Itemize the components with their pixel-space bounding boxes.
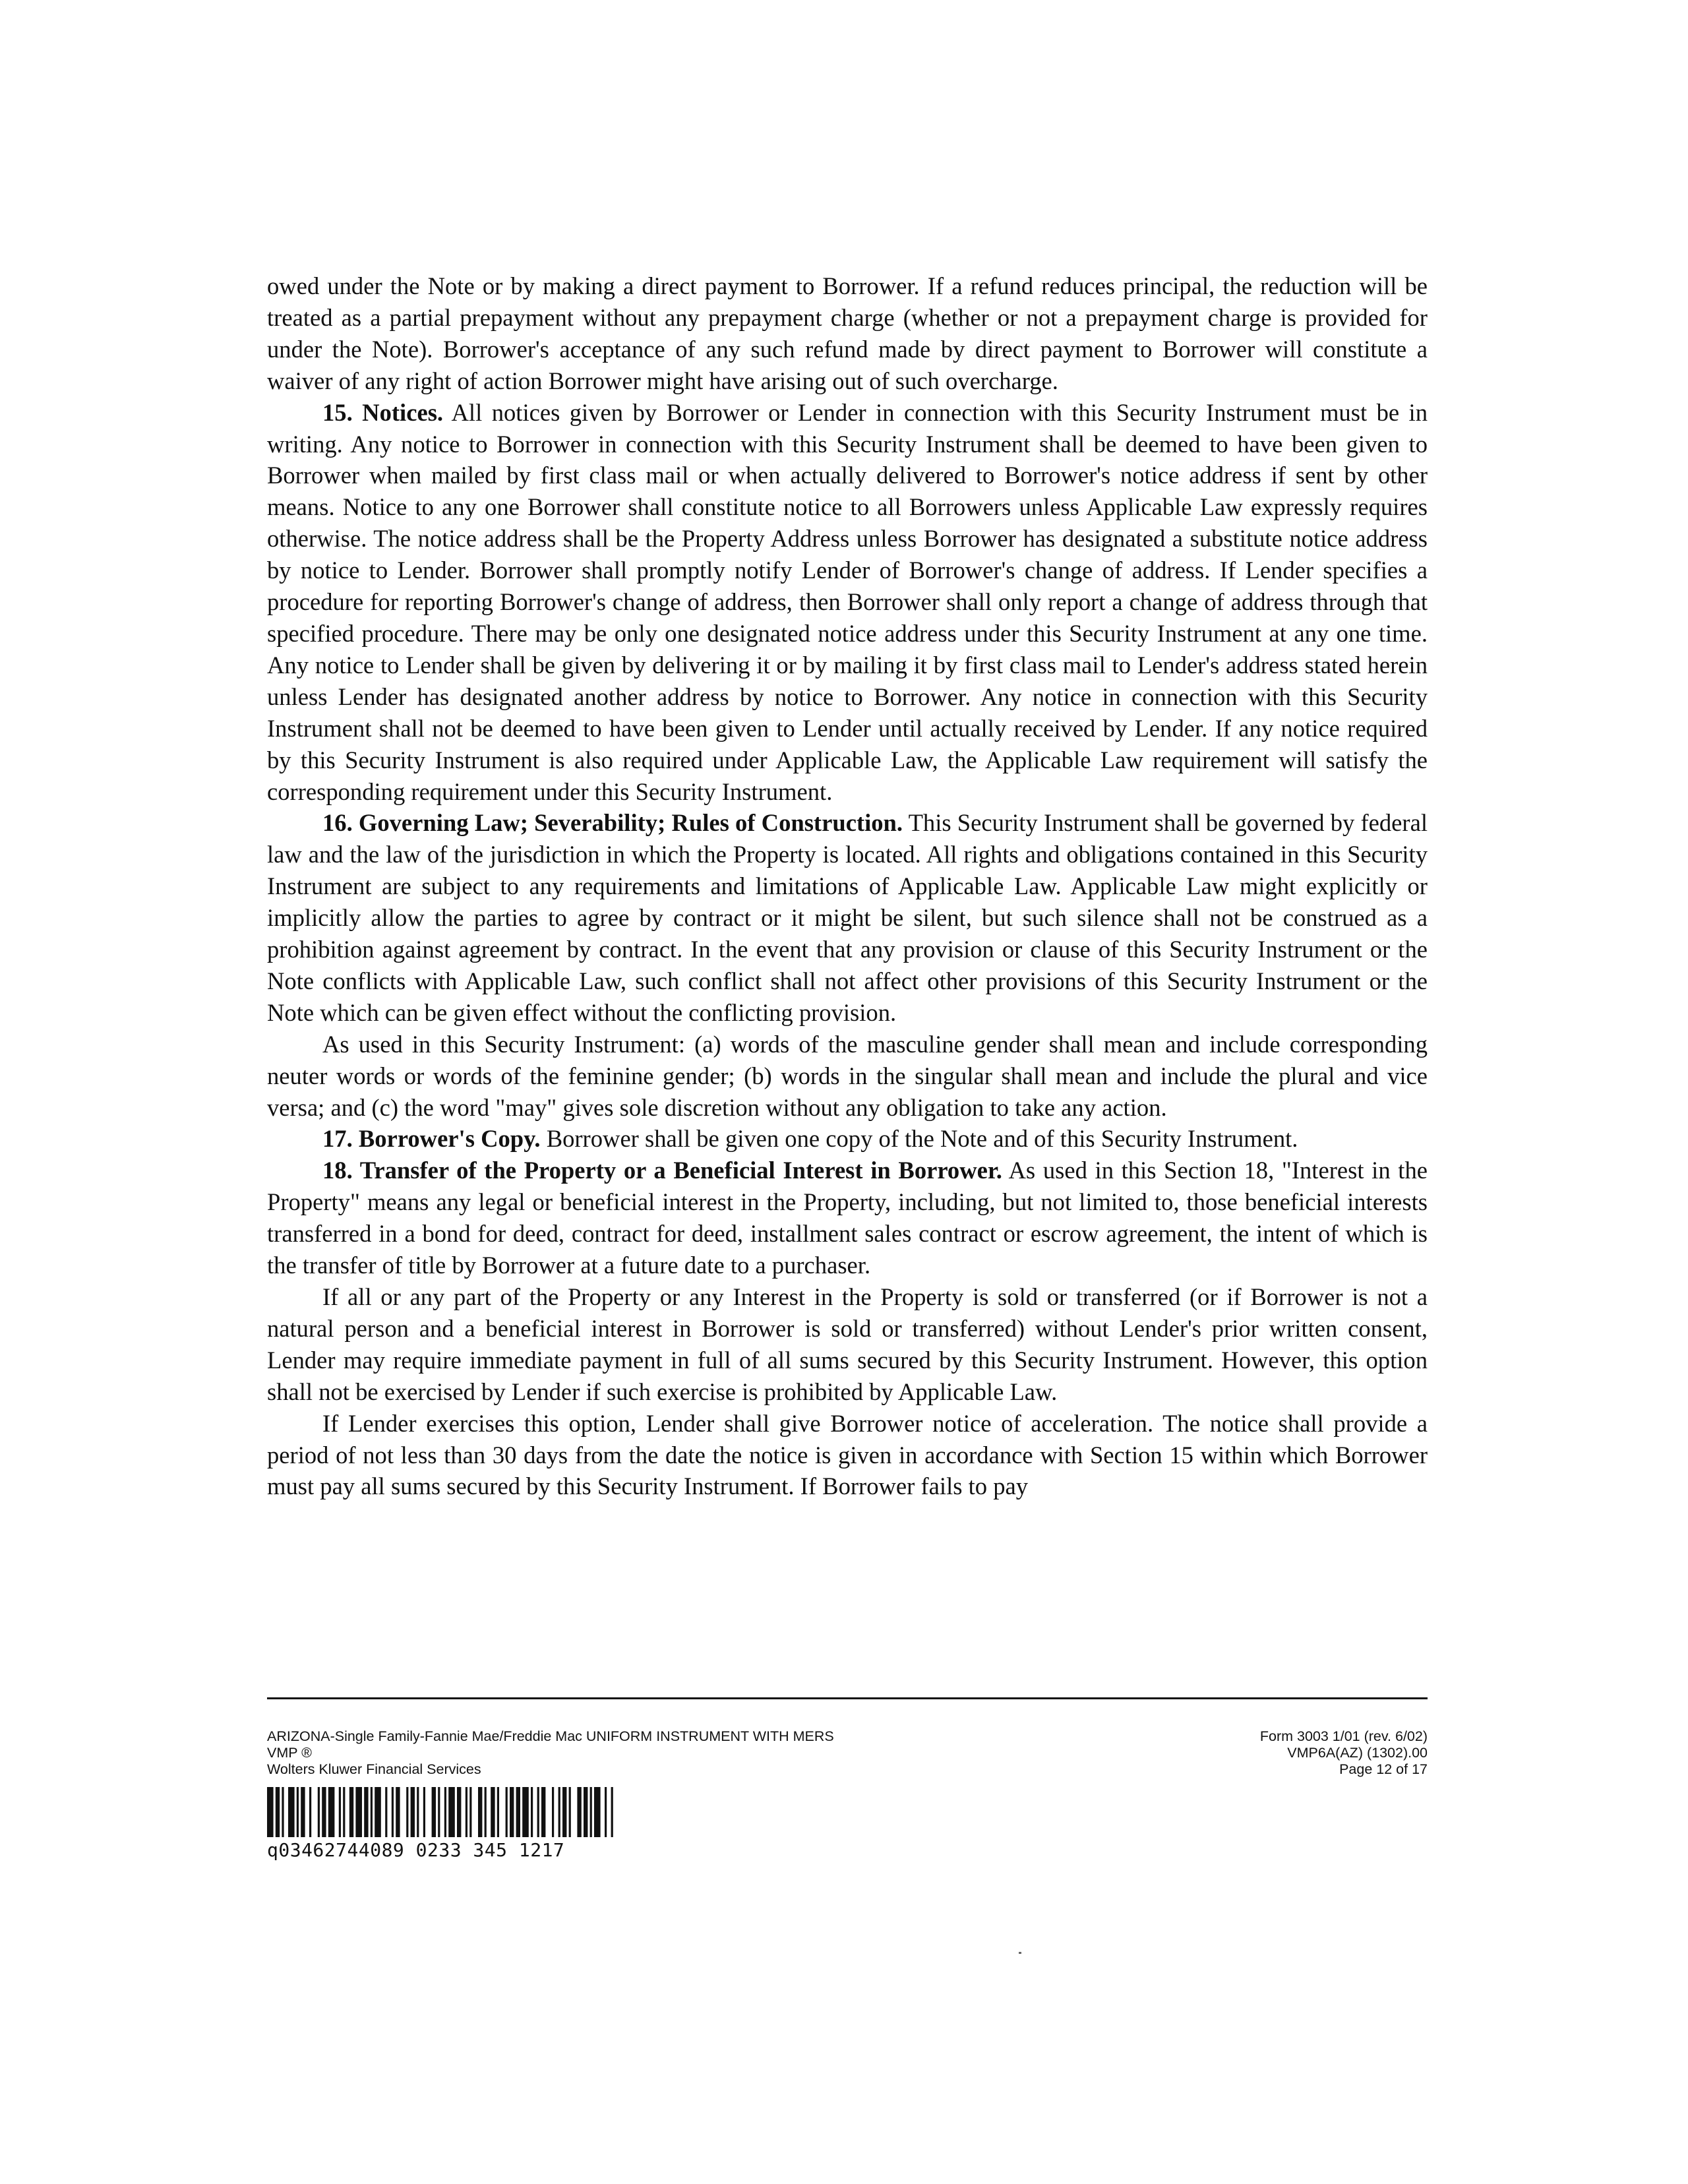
footer-vmp-mark: VMP ® <box>267 1745 313 1761</box>
footer-instrument-title: ARIZONA-Single Family-Fannie Mae/Freddie Mac UNIFORM INSTRUMENT WITH MERS <box>267 1728 834 1744</box>
footer-form-info <box>267 1728 1058 1778</box>
section-18-heading: 18. Transfer of the Property or a Beneficial Interest in Borrower. <box>322 1157 1002 1184</box>
barcode-number: q03462744089 0233 345 1217 <box>267 1839 565 1861</box>
section-18-text: As used in this Section 18, "Interest in the Property" means any legal or beneficial interest in the Property, including, but not limited to, those beneficial interests transferred in a bond for deed, contract for deed, installment sales contract or escrow agreement, the intent of which is the transfer of title by Borrower at a future date to a purchaser. <box>267 1157 1428 1279</box>
barcode-icon <box>267 1787 715 1837</box>
section-15-notices <box>267 397 1428 808</box>
section-16-construction-paragraph: As used in this Security Instrument: (a) words of the masculine gender shall mean and include corresponding neuter words or words of the feminine gender; (b) words in the singular shall mean and include the plural and vice versa; and (c) the word "may" gives sole discretion without any obligation to take any action. <box>267 1030 1428 1121</box>
footer-form-id: Form 3003 1/01 (rev. 6/02) <box>1259 1728 1428 1744</box>
section-16-heading: 16. Governing Law; Severability; Rules of Construction. <box>322 809 903 837</box>
footer-page-number: Page 12 of 17 <box>1339 1761 1428 1777</box>
footer-divider <box>267 1697 1428 1699</box>
section-17-text: Borrower shall be given one copy of the Note and of this Security Instrument. <box>540 1125 1298 1153</box>
section-15-text: All notices given by Borrower or Lender in connection with this Security Instrument must be in writing. Any notice to Borrower in connection with this Security Instrument shall be deemed to have been given to Borrower when mailed by first class mail or when actually delivered to Borrower's notice address if sent by other means. Notice to any one Borrower shall constitute notice to all Borrowers unless Applicable Law expressly requires otherwise. The notice address shall be the Property Address unless Borrower has designated a substitute notice address by notice to Lender. Borrower shall promptly notify Lender of Borrower's change of address. If Lender specifies a procedure for reporting Borrower's change of address, then Borrower shall only report a change of address through that specified procedure. There may be only one designated notice address under this Security Instrument at any one time. Any notice to Lender shall be given by delivering it or by mailing it by first class mail to Lender's address stated herein unless Lender has designated another address by notice to Borrower. Any notice in connection with this Security Instrument shall not be deemed to have been given to Lender until actually received by Lender. If any notice required by this Security Instrument is also required under Applicable Law, the Applicable Law requirement will satisfy the corresponding requirement under this Security Instrument. <box>267 398 1428 805</box>
footer-vmp-code: VMP6A(AZ) (1302).00 <box>1287 1745 1428 1761</box>
section-16-governing-law <box>267 807 1428 1028</box>
footer-publisher: Wolters Kluwer Financial Services <box>267 1761 481 1777</box>
section-16-text: This Security Instrument shall be governed by federal law and the law of the jurisdiction in which the Property is located. All rights and obligations contained in this Security Instrument are subject to any requirements and limitations of Applicable Law. Applicable Law might explicitly or implicitly allow the parties to agree by contract or it might be silent, but such silence shall not be construed as a prohibition against agreement by contract. In the event that any provision or clause of this Security Instrument or the Note conflicts with Applicable Law, such conflict shall not affect other provisions of this Security Instrument or the Note which can be given effect without the conflicting provision. <box>267 809 1428 1026</box>
paragraph-overcharge-continuation: owed under the Note or by making a direct payment to Borrower. If a refund reduces principal, the reduction will be treated as a partial prepayment without any prepayment charge (whether or not a prepayment charge is provided for under the Note). Borrower's acceptance of any such refund made by direct payment to Borrower will constitute a waiver of any right of action Borrower might have arising out of such overcharge. <box>267 272 1428 394</box>
document-body <box>267 270 1428 1502</box>
section-17-heading: 17. Borrower's Copy. <box>322 1125 541 1153</box>
section-18-acceleration-paragraph: If Lender exercises this option, Lender shall give Borrower notice of acceleration. The notice shall provide a period of not less than 30 days from the date the notice is given in accordance with Section 15 within which Borrower must pay all sums secured by this Security Instrument. If Borrower fails to pay <box>267 1409 1428 1500</box>
section-15-heading: 15. Notices. <box>322 398 444 426</box>
section-18-sale-paragraph: If all or any part of the Property or any Interest in the Property is sold or transferred (or if Borrower is not a natural person and a beneficial interest in Borrower is sold or transferred) without Lender's prior written consent, Lender may require immediate payment in full of all sums secured by this Security Instrument. However, this option shall not be exercised by Lender if such exercise is prohibited by Applicable Law. <box>267 1283 1428 1405</box>
scan-speck <box>1019 1952 1021 1954</box>
section-17-borrowers-copy <box>267 1123 1428 1155</box>
section-18-transfer <box>267 1155 1428 1281</box>
footer-form-number <box>1098 1728 1428 1778</box>
